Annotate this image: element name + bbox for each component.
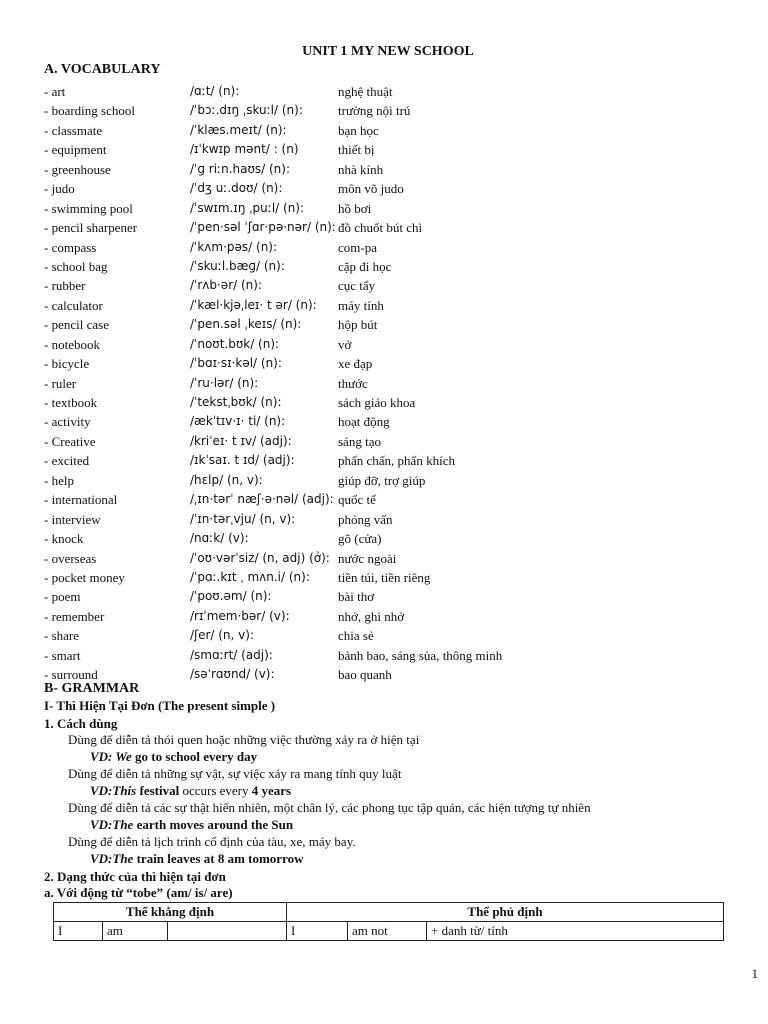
vocab-meaning: hoạt động bbox=[338, 414, 390, 430]
vocab-term: - bicycle bbox=[44, 356, 90, 372]
vocab-ipa: /kriˈeɪ· t ɪv/ (adj): bbox=[190, 433, 292, 448]
vocab-row bbox=[44, 529, 744, 548]
vocab-term: - boarding school bbox=[44, 103, 135, 119]
vocab-ipa: /ˈpen.səl ˌkeɪs/ (n): bbox=[190, 317, 302, 332]
vocab-row bbox=[44, 238, 744, 257]
table-cell: am bbox=[103, 922, 168, 941]
vocab-meaning: nhà kính bbox=[338, 161, 384, 177]
vocab-row bbox=[44, 646, 744, 665]
vocab-term: - smart bbox=[44, 647, 81, 663]
vocab-meaning: môn võ judo bbox=[338, 181, 404, 197]
vocab-term: - activity bbox=[44, 414, 91, 430]
vocab-ipa: /ækˈtɪv·ɪ· ti/ (n): bbox=[190, 414, 286, 429]
vocab-meaning: sáng tạo bbox=[338, 433, 381, 449]
usage-description: Dùng để diễn tả lịch trình cố định của tàu, xe, máy bay. bbox=[68, 834, 356, 849]
vocab-ipa: /ˈkʌm·pəs/ (n): bbox=[190, 239, 278, 254]
usage-description: Dùng để diễn tả các sự thật hiển nhiên, một chân lý, các phong tục tập quán, các hiện tượng tự nhiên bbox=[68, 800, 591, 815]
vocab-row bbox=[44, 432, 744, 451]
vocab-meaning: xe đạp bbox=[338, 356, 373, 372]
vocab-meaning: giúp đỡ, trợ giúp bbox=[338, 472, 426, 488]
vocab-ipa: /ˈoʊ·vərˈsiz/ (n, adj) (ở): bbox=[190, 550, 330, 565]
usage-example bbox=[90, 749, 257, 765]
vocab-meaning: bảnh bao, sáng sủa, thông minh bbox=[338, 647, 503, 663]
vocab-term: - pocket money bbox=[44, 569, 125, 585]
vocab-ipa: /ˈskuːl.bæɡ/ (n): bbox=[190, 258, 285, 273]
tobe-heading: a. Với động từ “tobe” (am/ is/ are) bbox=[44, 885, 233, 900]
vocab-ipa: /ˈɪn·tərˌvju/ (n, v): bbox=[190, 511, 296, 526]
example-prefix: VD:This bbox=[90, 783, 137, 798]
vocab-ipa: /ɪˈkwɪp mənt/ : (n) bbox=[190, 142, 299, 157]
vocab-row bbox=[44, 315, 744, 334]
vocab-term: - Creative bbox=[44, 433, 96, 449]
vocab-row bbox=[44, 276, 744, 295]
vocab-row bbox=[44, 121, 744, 140]
vocab-ipa: /səˈrɑʊnd/ (v): bbox=[190, 667, 275, 682]
vocab-row bbox=[44, 665, 744, 684]
table-row bbox=[54, 922, 724, 941]
vocab-term: - pencil sharpener bbox=[44, 220, 138, 236]
vocab-term: - poem bbox=[44, 589, 81, 605]
vocab-meaning: tiền túi, tiền riêng bbox=[338, 569, 431, 585]
vocab-meaning: vở bbox=[338, 336, 352, 352]
example-text: earth moves around the Sun bbox=[133, 817, 294, 832]
vocab-meaning: nước ngoài bbox=[338, 550, 397, 566]
example-text: festival bbox=[136, 783, 180, 798]
vocab-ipa: /hɛlp/ (n, v): bbox=[190, 472, 263, 487]
usage-heading: 1. Cách dùng bbox=[44, 716, 118, 731]
vocab-term: - remember bbox=[44, 608, 105, 624]
vocab-ipa: /ˈɡ riːn.haʊs/ (n): bbox=[190, 161, 290, 176]
vocab-term: - interview bbox=[44, 511, 101, 527]
vocab-row bbox=[44, 471, 744, 490]
table-cell: I bbox=[287, 922, 348, 941]
vocab-ipa: /ˈpɑː.kɪt ˌ mʌn.i/ (n): bbox=[190, 569, 310, 584]
vocab-term: - notebook bbox=[44, 336, 100, 352]
vocab-term: - greenhouse bbox=[44, 161, 111, 177]
vocab-ipa: /rɪˈmem·bər/ (v): bbox=[190, 608, 290, 623]
vocab-meaning: nhớ, ghi nhớ bbox=[338, 608, 405, 624]
vocab-ipa: /ɑːt/ (n): bbox=[190, 84, 240, 98]
vocab-row bbox=[44, 218, 744, 237]
vocab-row bbox=[44, 412, 744, 431]
vocab-row bbox=[44, 549, 744, 568]
vocab-meaning: quốc tế bbox=[338, 492, 376, 508]
vocab-term: - textbook bbox=[44, 395, 98, 410]
vocab-row bbox=[44, 374, 744, 393]
vocab-ipa: /smɑːrt/ (adj): bbox=[190, 647, 273, 662]
vocab-term: - art bbox=[44, 84, 66, 99]
example-prefix: VD:The bbox=[90, 851, 134, 866]
vocab-term: - school bag bbox=[44, 258, 108, 274]
vocab-term: - classmate bbox=[44, 122, 103, 138]
vocab-meaning: máy tính bbox=[338, 297, 384, 313]
usage-description: Dùng để diễn tả những sự vật, sự việc xảy ra mang tính quy luật bbox=[68, 766, 402, 781]
vocab-ipa: /ˈru·lər/ (n): bbox=[190, 375, 259, 390]
vocabulary-heading: A. VOCABULARY bbox=[44, 62, 161, 77]
vocab-term: - international bbox=[44, 492, 118, 508]
vocab-meaning: cặp đi học bbox=[338, 258, 392, 274]
vocab-meaning: đồ chuốt bút chì bbox=[338, 220, 423, 236]
vocab-meaning: bài thơ bbox=[338, 589, 375, 605]
table-cell bbox=[168, 922, 287, 941]
vocab-row bbox=[44, 257, 744, 276]
vocab-meaning: bao quanh bbox=[338, 667, 392, 683]
vocab-row bbox=[44, 354, 744, 373]
vocab-row bbox=[44, 490, 744, 509]
vocab-ipa: /ˈpen·səl ˈʃɑr·pə·nər/ (n): bbox=[190, 220, 336, 235]
vocab-meaning: sách giáo khoa bbox=[338, 395, 416, 410]
vocab-meaning: phỏng vấn bbox=[338, 511, 393, 527]
vocab-ipa: /ˈdʒ uː.doʊ/ (n): bbox=[190, 181, 283, 196]
negative-header: Thể phủ định bbox=[287, 903, 724, 922]
example-text: occurs every bbox=[179, 783, 252, 798]
vocab-row bbox=[44, 607, 744, 626]
vocab-term: - share bbox=[44, 628, 80, 644]
vocab-ipa: /ʃer/ (n, v): bbox=[190, 628, 254, 643]
vocab-row bbox=[44, 335, 744, 354]
usage-example bbox=[90, 851, 304, 867]
vocab-row bbox=[44, 101, 744, 120]
vocab-term: - rubber bbox=[44, 278, 86, 294]
vocab-term: - help bbox=[44, 472, 74, 488]
vocab-ipa: /ˈrʌb·ər/ (n): bbox=[190, 278, 262, 293]
page-number: 1 bbox=[751, 966, 758, 981]
vocab-meaning: phấn chấn, phấn khích bbox=[338, 453, 455, 469]
vocab-meaning: thiết bị bbox=[338, 142, 375, 158]
table-cell: I bbox=[54, 922, 103, 941]
tobe-table bbox=[53, 902, 724, 941]
vocab-term: - excited bbox=[44, 453, 90, 469]
vocab-ipa: /ˈbɑɪ·sɪ·kəl/ (n): bbox=[190, 356, 282, 371]
vocab-row bbox=[44, 140, 744, 159]
vocab-ipa: /ˈswɪm.ɪŋ ˌpuːl/ (n): bbox=[190, 200, 305, 215]
usage-description: Dùng để diễn tả thói quen hoặc những việc thường xảy ra ở hiện tại bbox=[68, 732, 420, 747]
vocab-row bbox=[44, 199, 744, 218]
vocab-ipa: /ɪkˈsaɪ. t ɪd/ (adj): bbox=[190, 453, 295, 468]
vocab-ipa: /ˈtekstˌbʊk/ (n): bbox=[190, 395, 282, 409]
vocab-row bbox=[44, 587, 744, 606]
vocab-term: - calculator bbox=[44, 297, 103, 313]
table-cell: am not bbox=[348, 922, 427, 941]
vocab-meaning: cục tẩy bbox=[338, 278, 376, 294]
vocab-term: - equipment bbox=[44, 142, 107, 158]
vocab-meaning: hồ bơi bbox=[338, 200, 372, 216]
vocab-ipa: /ˈbɔː.dɪŋ ˌskuːl/ (n): bbox=[190, 103, 303, 118]
example-text: 4 years bbox=[251, 783, 292, 798]
vocab-row bbox=[44, 510, 744, 529]
vocab-meaning: gõ (cửa) bbox=[338, 531, 382, 547]
vocab-meaning: hộp bút bbox=[338, 317, 378, 333]
table-cell: + danh từ/ tính bbox=[427, 922, 724, 941]
example-text: go to school every day bbox=[131, 749, 258, 764]
vocab-meaning: bạn học bbox=[338, 122, 379, 138]
vocab-term: - judo bbox=[44, 181, 75, 197]
vocab-term: - pencil case bbox=[44, 317, 109, 333]
form-heading: 2. Dạng thức của thì hiện tại đơn bbox=[44, 869, 226, 884]
vocab-meaning: nghệ thuật bbox=[338, 84, 393, 99]
usage-example bbox=[90, 783, 291, 799]
vocab-term: - swimming pool bbox=[44, 200, 133, 216]
example-prefix: VD:The bbox=[90, 817, 134, 832]
vocab-ipa: /nɑːk/ (v): bbox=[190, 531, 249, 546]
vocab-term: - surround bbox=[44, 667, 98, 683]
vocab-term: - overseas bbox=[44, 550, 97, 566]
unit-title: UNIT 1 MY NEW SCHOOL bbox=[302, 44, 474, 59]
vocab-row bbox=[44, 393, 744, 412]
example-text: train leaves at 8 am tomorrow bbox=[133, 851, 304, 866]
vocab-meaning: trường nội trú bbox=[338, 103, 411, 119]
affirmative-header: Thể khẳng định bbox=[54, 903, 287, 922]
vocab-row bbox=[44, 82, 744, 101]
present-simple-heading: I- Thì Hiện Tại Đơn (The present simple ) bbox=[44, 698, 276, 713]
vocab-row bbox=[44, 626, 744, 645]
vocab-row bbox=[44, 296, 744, 315]
vocab-row bbox=[44, 160, 744, 179]
vocab-ipa: /ˈklæs.meɪt/ (n): bbox=[190, 122, 287, 137]
table-header-row bbox=[54, 903, 724, 922]
vocab-row bbox=[44, 568, 744, 587]
vocab-term: - ruler bbox=[44, 375, 77, 391]
vocabulary-list bbox=[44, 82, 744, 685]
vocab-ipa: /ˌɪn·tərˈ næʃ·ə·nəl/ (adj): bbox=[190, 492, 334, 507]
usage-example bbox=[90, 817, 293, 833]
vocab-row bbox=[44, 179, 744, 198]
vocab-row bbox=[44, 451, 744, 470]
vocab-meaning: chia sẻ bbox=[338, 628, 374, 644]
vocab-term: - compass bbox=[44, 239, 97, 255]
vocab-ipa: /ˈkæl·kjəˌleɪ· t ər/ (n): bbox=[190, 297, 317, 312]
example-prefix: VD: We bbox=[90, 749, 132, 764]
vocab-term: - knock bbox=[44, 531, 84, 547]
vocab-ipa: /ˈnoʊt.bʊk/ (n): bbox=[190, 336, 280, 351]
vocab-meaning: com-pa bbox=[338, 239, 377, 255]
grammar-heading: B- GRAMMAR bbox=[44, 681, 140, 696]
vocab-ipa: /ˈpoʊ.əm/ (n): bbox=[190, 589, 272, 604]
vocab-meaning: thước bbox=[338, 375, 368, 391]
